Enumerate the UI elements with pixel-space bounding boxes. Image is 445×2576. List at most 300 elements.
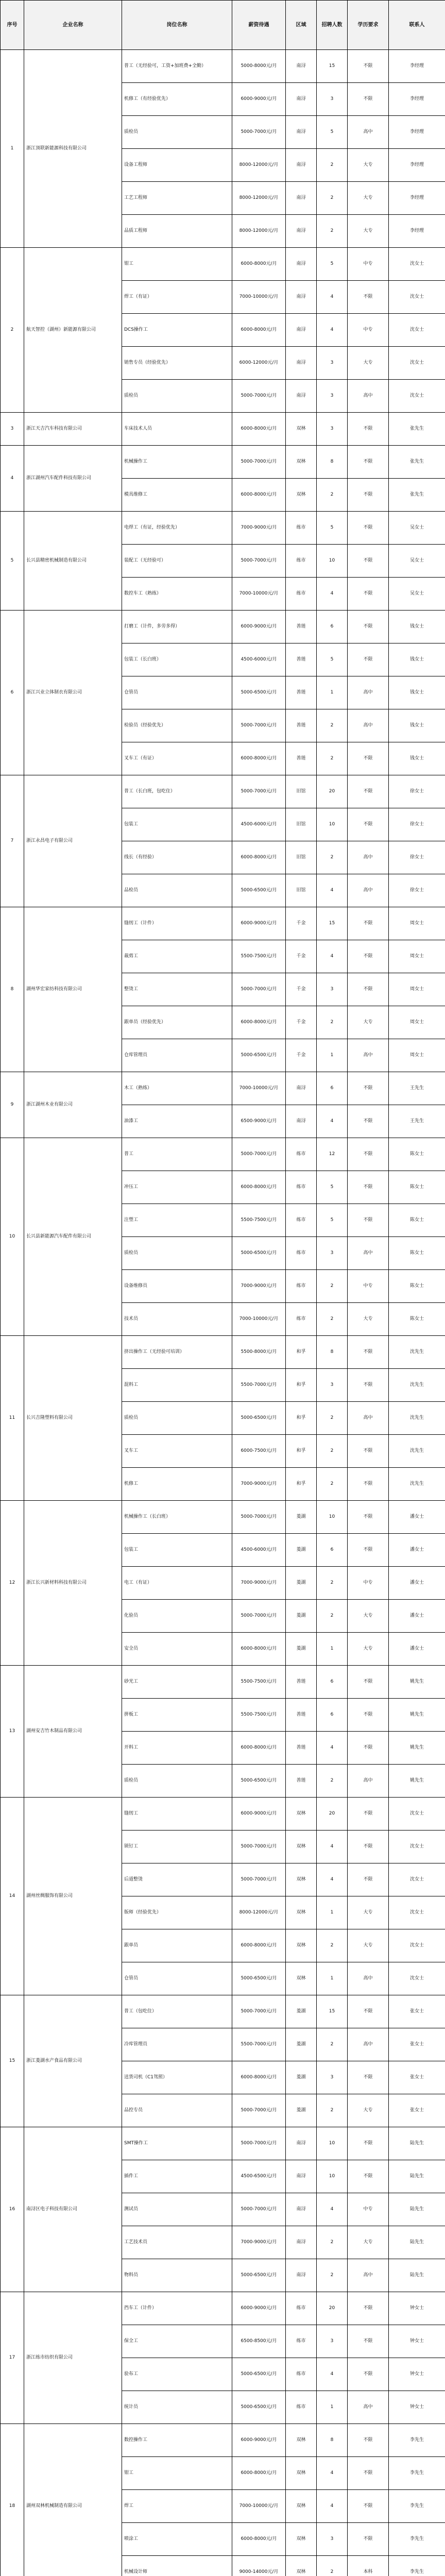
education-cell: 不限 [348, 907, 389, 940]
salary-cell: 7000-10000元/月 [232, 1303, 286, 1336]
contact-cell: 钱女士 [389, 643, 445, 676]
position-cell: 设备工程师 [122, 149, 232, 182]
education-cell: 高中 [348, 1765, 389, 1798]
company-cell: 长兴县精密机械制造有限公司 [24, 512, 122, 611]
salary-cell: 5000-7000元/月 [232, 1501, 286, 1534]
area-cell: 善琏 [286, 1699, 317, 1732]
education-cell: 不限 [348, 611, 389, 643]
area-cell: 菱湖 [286, 1633, 317, 1666]
headcount-header: 招聘人数 [317, 1, 348, 50]
table-row [1, 1138, 445, 1171]
headcount-cell: 2 [317, 1270, 348, 1303]
salary-cell: 5000-6500元/月 [232, 2391, 286, 2424]
headcount-cell: 15 [317, 50, 348, 83]
company-cell: 浙江湖州汽车配件科技有限公司 [24, 446, 122, 512]
position-cell: SMT操作工 [122, 2127, 232, 2160]
education-cell: 中专 [348, 248, 389, 281]
headcount-cell: 2 [317, 2556, 348, 2576]
salary-cell: 6000-8000元/月 [232, 479, 286, 512]
position-cell: 工艺工程师 [122, 182, 232, 215]
contact-cell: 李先生 [389, 2523, 445, 2556]
position-cell: 钳工 [122, 2457, 232, 2490]
salary-cell: 5000-7000元/月 [232, 1600, 286, 1633]
position-cell: 机械操作工 [122, 446, 232, 479]
position-cell: 缝纫工 [122, 1798, 232, 1831]
area-cell: 旧馆 [286, 775, 317, 808]
headcount-cell: 2 [317, 215, 348, 248]
salary-cell: 6000-8000元/月 [232, 314, 286, 347]
area-cell: 双林 [286, 1798, 317, 1831]
company-cell: 湖州华宏家纺科技有限公司 [24, 907, 122, 1072]
company-header: 企业名称 [24, 1, 122, 50]
salary-cell: 5000-7000元/月 [232, 1138, 286, 1171]
headcount-cell: 2 [317, 1402, 348, 1435]
headcount-cell: 10 [317, 2127, 348, 2160]
table-row [1, 50, 445, 83]
area-cell: 双林 [286, 1929, 317, 1962]
contact-cell: 徐女士 [389, 874, 445, 907]
education-cell: 高中 [348, 2391, 389, 2424]
row-number-cell: 6 [1, 611, 24, 775]
headcount-cell: 10 [317, 545, 348, 578]
area-cell: 菱湖 [286, 2028, 317, 2061]
contact-cell: 李经理 [389, 116, 445, 149]
area-cell: 菱湖 [286, 2094, 317, 2127]
position-cell: 冲压工 [122, 1171, 232, 1204]
position-cell: 质检员 [122, 1402, 232, 1435]
education-cell: 不限 [348, 1336, 389, 1369]
position-cell: 叉车工（有证） [122, 742, 232, 775]
contact-cell: 潘女士 [389, 1534, 445, 1567]
headcount-cell: 3 [317, 973, 348, 1006]
contact-cell: 李经理 [389, 50, 445, 83]
education-cell: 大专 [348, 182, 389, 215]
salary-cell: 8000-12000元/月 [232, 182, 286, 215]
area-cell: 练市 [286, 2325, 317, 2358]
headcount-cell: 15 [317, 1995, 348, 2028]
education-cell: 中专 [348, 2193, 389, 2226]
row-number-cell: 2 [1, 248, 24, 413]
area-cell: 南浔 [286, 281, 317, 314]
salary-cell: 5500-7500元/月 [232, 1699, 286, 1732]
education-cell: 不限 [348, 1369, 389, 1402]
contact-cell: 沈女士 [389, 347, 445, 380]
headcount-cell: 6 [317, 611, 348, 643]
area-cell: 善琏 [286, 709, 317, 742]
salary-cell: 7000-10000元/月 [232, 281, 286, 314]
salary-cell: 5000-6500元/月 [232, 2358, 286, 2391]
position-cell: 普工 [122, 1138, 232, 1171]
education-cell: 高中 [348, 1402, 389, 1435]
area-cell: 和孚 [286, 1435, 317, 1468]
position-cell: 安全员 [122, 1633, 232, 1666]
contact-cell: 沈女士 [389, 380, 445, 413]
position-cell: 跟单员（经验优先） [122, 1006, 232, 1039]
contact-cell: 姚先生 [389, 1765, 445, 1798]
position-cell: DCS操作工 [122, 314, 232, 347]
contact-cell: 陆先生 [389, 2193, 445, 2226]
salary-cell: 6000-9000元/月 [232, 1798, 286, 1831]
salary-cell: 7000-9000元/月 [232, 1468, 286, 1501]
contact-cell: 沈女士 [389, 1929, 445, 1962]
salary-cell: 6000-12000元/月 [232, 347, 286, 380]
contact-cell: 李先生 [389, 2424, 445, 2457]
company-cell: 湖州丝绸服饰有限公司 [24, 1798, 122, 1995]
area-cell: 练市 [286, 578, 317, 611]
headcount-cell: 4 [317, 1831, 348, 1863]
contact-cell: 沈女士 [389, 1896, 445, 1929]
education-cell: 不限 [348, 545, 389, 578]
contact-cell: 徐女士 [389, 775, 445, 808]
area-cell: 练市 [286, 2292, 317, 2325]
area-cell: 南浔 [286, 2193, 317, 2226]
education-cell: 高中 [348, 709, 389, 742]
company-cell: 浙江长兴新材料科技有限公司 [24, 1501, 122, 1666]
area-cell: 菱湖 [286, 1995, 317, 2028]
table-row [1, 248, 445, 281]
position-cell: 普工（包吃住） [122, 1995, 232, 2028]
row-number-cell: 3 [1, 413, 24, 446]
position-cell: 仓管员 [122, 676, 232, 709]
position-cell: 技术员 [122, 1303, 232, 1336]
education-cell: 中专 [348, 314, 389, 347]
contact-cell: 周女士 [389, 1039, 445, 1072]
position-cell: 仓管员 [122, 1962, 232, 1995]
area-cell: 善琏 [286, 1666, 317, 1699]
area-cell: 和孚 [286, 1369, 317, 1402]
salary-cell: 5000-7000元/月 [232, 1863, 286, 1896]
education-cell: 大专 [348, 215, 389, 248]
area-cell: 千金 [286, 1039, 317, 1072]
table-row [1, 1798, 445, 1831]
contact-cell: 李经理 [389, 149, 445, 182]
contact-cell: 钱女士 [389, 709, 445, 742]
area-cell: 双林 [286, 1896, 317, 1929]
headcount-cell: 8 [317, 446, 348, 479]
contact-cell: 李经理 [389, 83, 445, 116]
position-cell: 质检员 [122, 116, 232, 149]
education-cell: 不限 [348, 2424, 389, 2457]
contact-cell: 徐女士 [389, 808, 445, 841]
contact-cell: 沈女士 [389, 1831, 445, 1863]
headcount-cell: 1 [317, 1896, 348, 1929]
headcount-cell: 10 [317, 2160, 348, 2193]
area-cell: 练市 [286, 545, 317, 578]
education-cell: 不限 [348, 479, 389, 512]
row-number-cell: 17 [1, 2292, 24, 2424]
area-cell: 练市 [286, 1270, 317, 1303]
education-cell: 不限 [348, 2490, 389, 2523]
salary-header: 薪资待遇 [232, 1, 286, 50]
education-cell: 不限 [348, 1798, 389, 1831]
headcount-cell: 15 [317, 907, 348, 940]
row-number-cell: 1 [1, 50, 24, 248]
area-cell: 千金 [286, 973, 317, 1006]
education-cell: 不限 [348, 742, 389, 775]
company-cell: 浙江菱湖水产食品有限公司 [24, 1995, 122, 2127]
education-cell: 不限 [348, 1138, 389, 1171]
area-cell: 南浔 [286, 2160, 317, 2193]
position-cell: 装配工（无经验可） [122, 545, 232, 578]
position-cell: 质检员 [122, 1237, 232, 1270]
position-cell: 包装工 [122, 1534, 232, 1567]
education-cell: 高中 [348, 2259, 389, 2292]
education-cell: 不限 [348, 2523, 389, 2556]
education-cell: 不限 [348, 1435, 389, 1468]
area-cell: 善琏 [286, 643, 317, 676]
education-cell: 高中 [348, 676, 389, 709]
salary-cell: 5000-7000元/月 [232, 775, 286, 808]
headcount-cell: 5 [317, 1204, 348, 1237]
position-cell: 挤出操作工（无经验可培训） [122, 1336, 232, 1369]
contact-cell: 沈先生 [389, 1468, 445, 1501]
position-cell: 跟单员 [122, 1929, 232, 1962]
contact-cell: 沈女士 [389, 1863, 445, 1896]
row-number-cell: 4 [1, 446, 24, 512]
education-cell: 不限 [348, 2358, 389, 2391]
contact-cell: 沈女士 [389, 248, 445, 281]
headcount-cell: 2 [317, 1600, 348, 1633]
position-cell: 钳工 [122, 248, 232, 281]
headcount-cell: 2 [317, 479, 348, 512]
headcount-cell: 6 [317, 1666, 348, 1699]
contact-cell: 沈女士 [389, 1962, 445, 1995]
headcount-cell: 3 [317, 2523, 348, 2556]
headcount-cell: 3 [317, 1237, 348, 1270]
company-cell: 浙江永昌电子有限公司 [24, 775, 122, 907]
position-cell: 包装工（长白班） [122, 643, 232, 676]
salary-cell: 4500-6500元/月 [232, 2160, 286, 2193]
table-row [1, 611, 445, 643]
table-row [1, 775, 445, 808]
area-cell: 双林 [286, 2457, 317, 2490]
area-cell: 南浔 [286, 2259, 317, 2292]
headcount-cell: 2 [317, 1567, 348, 1600]
contact-cell: 张先生 [389, 446, 445, 479]
area-cell: 南浔 [286, 2226, 317, 2259]
company-cell: 浙江兴业立体制衣有限公司 [24, 611, 122, 775]
contact-cell: 陈女士 [389, 1204, 445, 1237]
area-cell: 千金 [286, 907, 317, 940]
area-cell: 菱湖 [286, 1600, 317, 1633]
headcount-cell: 4 [317, 2490, 348, 2523]
header-row [1, 1, 445, 50]
row-number-cell: 14 [1, 1798, 24, 1995]
headcount-cell: 2 [317, 709, 348, 742]
education-cell: 不限 [348, 2292, 389, 2325]
headcount-cell: 3 [317, 1369, 348, 1402]
headcount-cell: 2 [317, 1468, 348, 1501]
salary-cell: 5500-7500元/月 [232, 940, 286, 973]
company-cell: 浙江湖州木业有限公司 [24, 1072, 122, 1138]
contact-cell: 潘女士 [389, 1567, 445, 1600]
education-cell: 不限 [348, 83, 389, 116]
education-cell: 不限 [348, 2457, 389, 2490]
headcount-cell: 4 [317, 2358, 348, 2391]
company-cell: 湖州双林机械制造有限公司 [24, 2424, 122, 2576]
salary-cell: 4500-6000元/月 [232, 643, 286, 676]
area-cell: 双林 [286, 2556, 317, 2576]
contact-cell: 张女士 [389, 2094, 445, 2127]
table-row [1, 1072, 445, 1105]
contact-cell: 周女士 [389, 940, 445, 973]
headcount-cell: 10 [317, 808, 348, 841]
area-cell: 旧馆 [286, 841, 317, 874]
contact-cell: 陈女士 [389, 1237, 445, 1270]
salary-cell: 5000-7000元/月 [232, 709, 286, 742]
position-cell: 质检员 [122, 1765, 232, 1798]
area-cell: 南浔 [286, 314, 317, 347]
position-cell: 注塑工 [122, 1204, 232, 1237]
position-cell: 普工（无经验可，工资+加班费+全勤） [122, 50, 232, 83]
headcount-cell: 4 [317, 1863, 348, 1896]
headcount-cell: 1 [317, 2391, 348, 2424]
education-cell: 高中 [348, 116, 389, 149]
area-cell: 千金 [286, 940, 317, 973]
contact-cell: 钱女士 [389, 611, 445, 643]
contact-cell: 钟女士 [389, 2358, 445, 2391]
position-cell: 检验员（经验优先） [122, 709, 232, 742]
salary-cell: 7000-9000元/月 [232, 1270, 286, 1303]
position-cell: 品质工程师 [122, 215, 232, 248]
salary-cell: 6000-8000元/月 [232, 1171, 286, 1204]
row-number-cell: 9 [1, 1072, 24, 1138]
headcount-cell: 4 [317, 1105, 348, 1138]
contact-cell: 陈女士 [389, 1303, 445, 1336]
area-cell: 善琏 [286, 1765, 317, 1798]
salary-cell: 5000-6500元/月 [232, 1237, 286, 1270]
education-cell: 不限 [348, 578, 389, 611]
salary-cell: 4500-6000元/月 [232, 808, 286, 841]
education-cell: 不限 [348, 512, 389, 545]
area-cell: 双林 [286, 1863, 317, 1896]
contact-cell: 钟女士 [389, 2325, 445, 2358]
education-cell: 大专 [348, 1006, 389, 1039]
area-cell: 千金 [286, 1006, 317, 1039]
salary-cell: 7000-9000元/月 [232, 512, 286, 545]
education-cell: 不限 [348, 973, 389, 1006]
salary-cell: 5500-7500元/月 [232, 1666, 286, 1699]
position-cell: 木工（熟练） [122, 1072, 232, 1105]
contact-cell: 沈先生 [389, 1336, 445, 1369]
area-cell: 双林 [286, 413, 317, 446]
area-cell: 和孚 [286, 1402, 317, 1435]
salary-cell: 5000-6500元/月 [232, 1962, 286, 1995]
contact-header: 联系人 [389, 1, 445, 50]
salary-cell: 5000-7000元/月 [232, 2094, 286, 2127]
headcount-cell: 20 [317, 775, 348, 808]
headcount-cell: 2 [317, 1303, 348, 1336]
headcount-cell: 10 [317, 1501, 348, 1534]
contact-cell: 沈先生 [389, 1369, 445, 1402]
headcount-cell: 4 [317, 2193, 348, 2226]
area-cell: 练市 [286, 2358, 317, 2391]
education-header: 学历要求 [348, 1, 389, 50]
salary-cell: 6000-8000元/月 [232, 742, 286, 775]
position-cell: 化验员 [122, 1600, 232, 1633]
position-cell: 模具维修工 [122, 479, 232, 512]
contact-cell: 张女士 [389, 2061, 445, 2094]
position-cell: 混料工 [122, 1369, 232, 1402]
area-cell: 南浔 [286, 182, 317, 215]
area-cell: 菱湖 [286, 2061, 317, 2094]
contact-cell: 陆先生 [389, 2226, 445, 2259]
education-cell: 不限 [348, 1863, 389, 1896]
contact-cell: 钟女士 [389, 2391, 445, 2424]
area-cell: 南浔 [286, 116, 317, 149]
education-cell: 本科 [348, 2556, 389, 2576]
headcount-cell: 1 [317, 1633, 348, 1666]
contact-cell: 王先生 [389, 1072, 445, 1105]
row-number-cell: 16 [1, 2127, 24, 2292]
salary-cell: 5500-7500元/月 [232, 1204, 286, 1237]
headcount-cell: 12 [317, 1138, 348, 1171]
table-row [1, 1501, 445, 1534]
position-cell: 送货司机（C1驾照） [122, 2061, 232, 2094]
position-cell: 仓库管理员 [122, 1039, 232, 1072]
position-cell: 品控专员 [122, 2094, 232, 2127]
area-cell: 旧馆 [286, 874, 317, 907]
contact-cell: 周女士 [389, 1006, 445, 1039]
contact-cell: 吴女士 [389, 512, 445, 545]
salary-cell: 6000-8000元/月 [232, 1929, 286, 1962]
headcount-cell: 2 [317, 841, 348, 874]
headcount-cell: 2 [317, 2259, 348, 2292]
education-cell: 大专 [348, 1600, 389, 1633]
education-cell: 不限 [348, 2127, 389, 2160]
table-row [1, 1666, 445, 1699]
headcount-cell: 6 [317, 1699, 348, 1732]
position-cell: 电工（有证） [122, 1567, 232, 1600]
contact-cell: 陈女士 [389, 1270, 445, 1303]
headcount-cell: 3 [317, 2325, 348, 2358]
salary-cell: 5500-7000元/月 [232, 1369, 286, 1402]
headcount-cell: 3 [317, 413, 348, 446]
position-cell: 电焊工（有证，经验优先） [122, 512, 232, 545]
position-cell: 销售专员（经验优先） [122, 347, 232, 380]
education-cell: 不限 [348, 775, 389, 808]
position-cell: 后道整烫 [122, 1863, 232, 1896]
headcount-cell: 2 [317, 742, 348, 775]
headcount-cell: 8 [317, 2424, 348, 2457]
position-cell: 验布工 [122, 2358, 232, 2391]
education-cell: 大专 [348, 347, 389, 380]
salary-cell: 6000-8000元/月 [232, 1633, 286, 1666]
salary-cell: 5500-7000元/月 [232, 2028, 286, 2061]
contact-cell: 沈先生 [389, 1435, 445, 1468]
company-cell: 长兴县新能源汽车配件有限公司 [24, 1138, 122, 1336]
area-cell: 南浔 [286, 215, 317, 248]
contact-cell: 钟女士 [389, 2292, 445, 2325]
position-cell: 焊工 [122, 2490, 232, 2523]
education-cell: 大专 [348, 2226, 389, 2259]
position-cell: 保全工 [122, 2325, 232, 2358]
position-cell: 设备维修员 [122, 1270, 232, 1303]
salary-cell: 7000-10000元/月 [232, 1072, 286, 1105]
salary-cell: 6000-9000元/月 [232, 907, 286, 940]
area-cell: 练市 [286, 512, 317, 545]
education-cell: 不限 [348, 2325, 389, 2358]
education-cell: 大专 [348, 1896, 389, 1929]
salary-cell: 8000-12000元/月 [232, 1896, 286, 1929]
area-cell: 南浔 [286, 2127, 317, 2160]
salary-cell: 5000-6500元/月 [232, 2259, 286, 2292]
headcount-cell: 5 [317, 643, 348, 676]
salary-cell: 7000-10000元/月 [232, 578, 286, 611]
contact-cell: 张女士 [389, 2028, 445, 2061]
contact-cell: 陆先生 [389, 2259, 445, 2292]
salary-cell: 5000-7000元/月 [232, 2193, 286, 2226]
